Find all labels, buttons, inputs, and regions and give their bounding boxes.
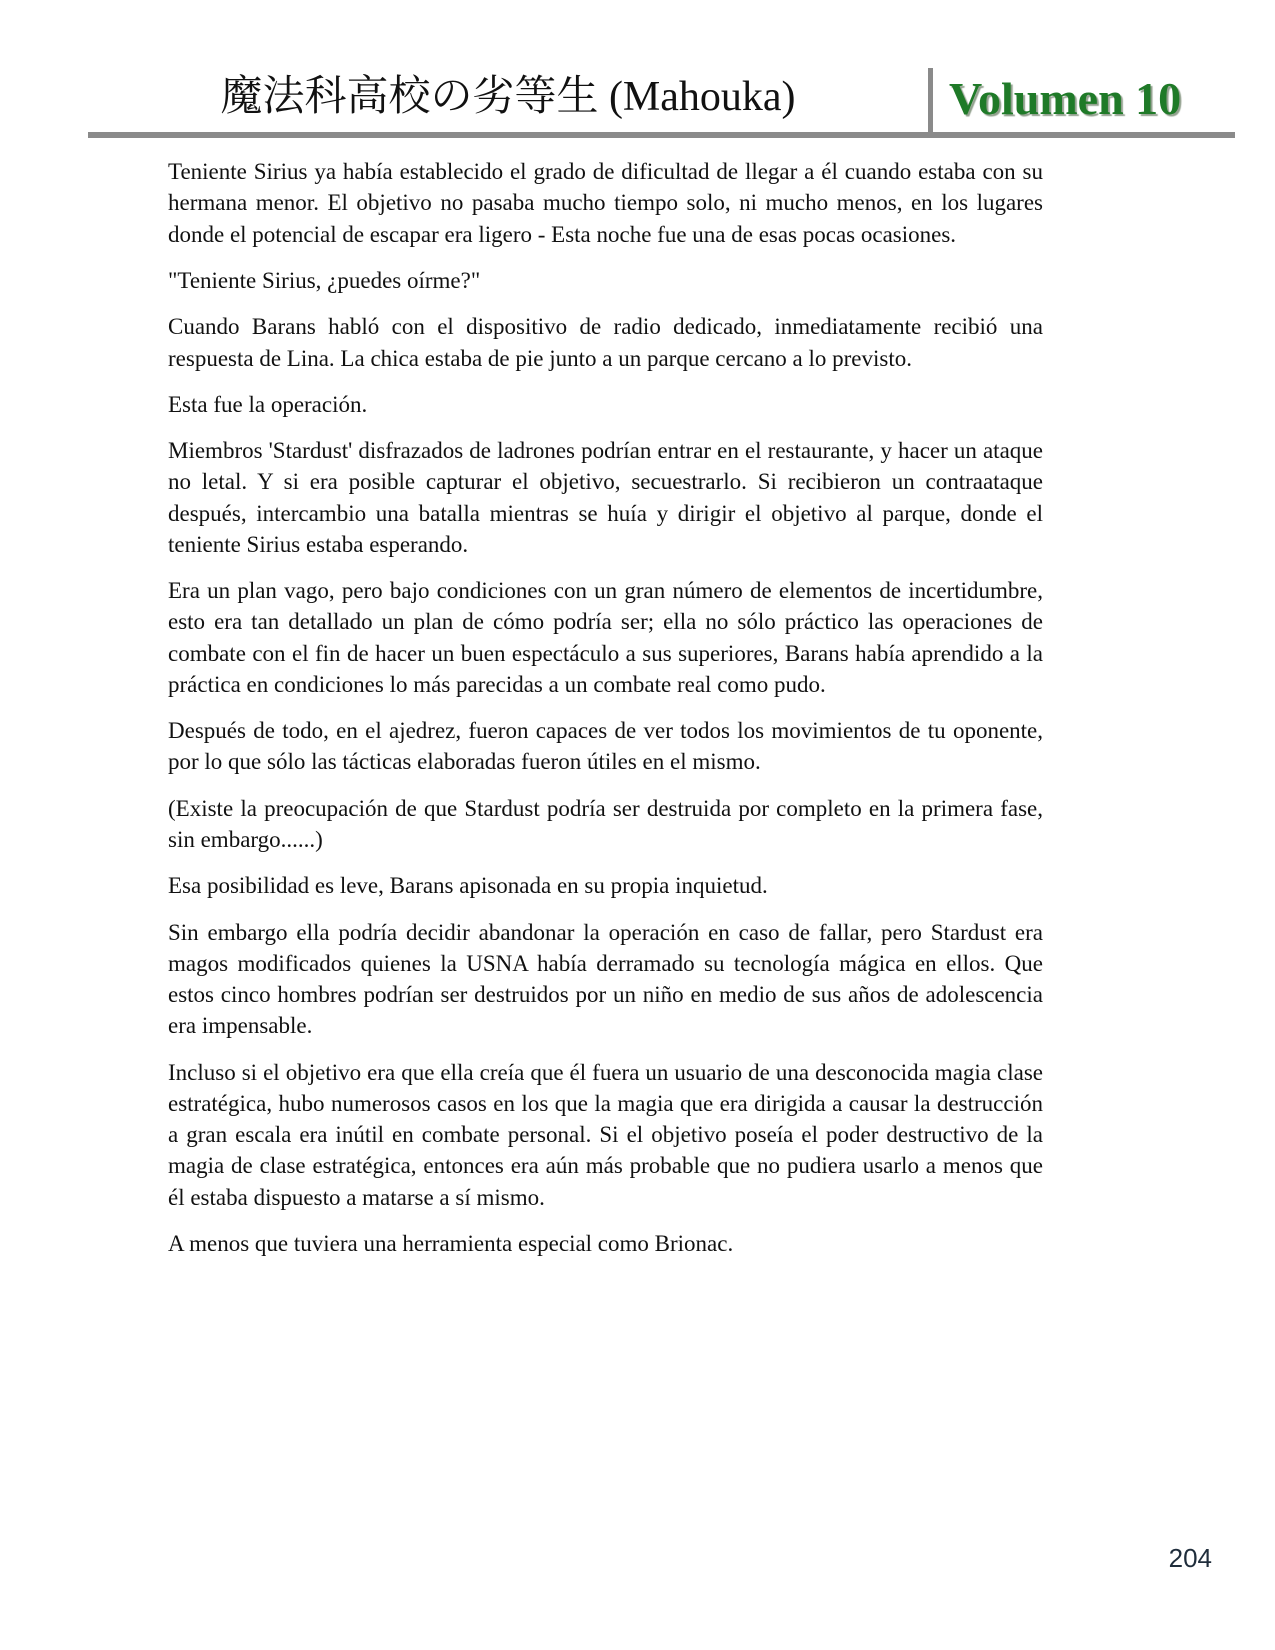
paragraph: Era un plan vago, pero bajo condiciones con un gran número de elementos de incertidumbre, esto era tan detallado un plan de cómo podría ser; ella no sólo práctico las operaciones de combate con el fin de hacer un buen espectáculo a sus superiores, Barans había aprendido a la práctica en condiciones lo más parecidas a un combate real como pudo.: [168, 578, 1043, 697]
paragraph: Teniente Sirius ya había establecido el grado de dificultad de llegar a él cuando estaba con su hermana menor. El objetivo no pasaba mucho tiempo solo, ni mucho menos, en los lugares donde el potencial de escapar era ligero - Esta noche fue una de esas pocas ocasiones.: [168, 159, 1043, 247]
paragraph: Esta fue la operación.: [168, 391, 368, 417]
paragraph: Incluso si el objetivo era que ella creía que él fuera un usuario de una desconocida magia clase estratégica, hubo numerosos casos en los que la magia que era dirigida a causar la destrucción a gran escala era inútil en combate personal. Si el objetivo poseía el poder destructivo de la magia de clase estratégica, entonces era aún más probable que no pudiera usarlo a menos que él estaba dispuesto a matarse a sí mismo.: [168, 1059, 1043, 1210]
volume-label: Volumen 10: [949, 73, 1182, 124]
page-header: [88, 56, 1235, 138]
paragraph: A menos que tuviera una herramienta especial como Brionac.: [168, 1230, 734, 1256]
paragraph: (Existe la preocupación de que Stardust podría ser destruida por completo en la primera fase, sin embargo......): [168, 795, 1043, 852]
body-text: [168, 156, 1043, 1259]
paragraph: Cuando Barans habló con el dispositivo de radio dedicado, inmediatamente recibió una respuesta de Lina. La chica estaba de pie junto a un parque cercano a lo previsto.: [168, 314, 1043, 371]
paragraph: "Teniente Sirius, ¿puedes oírme?": [168, 267, 481, 293]
page-number: 204: [1168, 1543, 1212, 1573]
series-title: 魔法科高校の劣等生 (Mahouka): [220, 74, 796, 120]
paragraph: Miembros 'Stardust' disfrazados de ladrones podrían entrar en el restaurante, y hacer un ataque no letal. Y si era posible capturar el objetivo, secuestrarlo. Si recibieron un contraataque después, intercambio una batalla mientras se huía y dirigir el objetivo al parque, donde el teniente Sirius estaba esperando.: [168, 438, 1043, 557]
paragraph: Sin embargo ella podría decidir abandonar la operación en caso de fallar, pero Stardust era magos modificados quienes la USNA había derramado su tecnología mágica en ellos. Que estos cinco hombres podrían ser destruidos por un niño en medio de sus años de adolescencia era impensable.: [168, 919, 1043, 1039]
paragraph: Esa posibilidad es leve, Barans apisonada en su propia inquietud.: [168, 873, 768, 899]
paragraph: Después de todo, en el ajedrez, fueron capaces de ver todos los movimientos de tu oponente, por lo que sólo las tácticas elaboradas fueron útiles en el mismo.: [168, 718, 1043, 775]
